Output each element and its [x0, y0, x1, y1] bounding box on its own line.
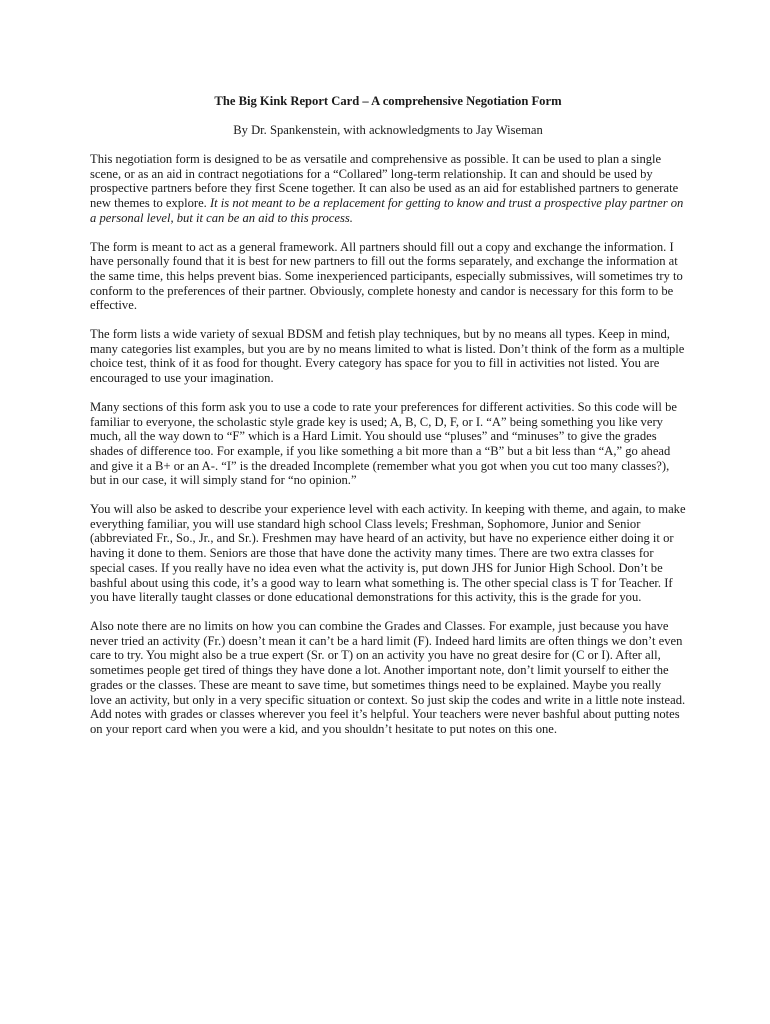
paragraph-intro-italic: It is not meant to be a replacement for getting to know and trust a prospective play partner on a personal level, but it can be an aid to this process. [90, 196, 684, 225]
paragraph-grade-code-text: Many sections of this form ask you to use a code to rate your preferences for different activities. So this code will be familiar to everyone, the scholastic style grade key is used; A, B, C, D, F, or I. “A” being something you like very much, all the way down to “F” which is a Hard Limit. You should use “pluses” and “minuses” to give the grades shades of difference too. For example, if you like something a bit more than a “B” but a bit less than “A,” go ahead and give it a B+ or an A-. “I” is the dreaded Incomplete (remember what you got when you cut too many classes?), but in our case, it will simply stand for “no opinion.” [90, 399, 677, 488]
paragraph-framework [90, 240, 686, 314]
paragraph-framework-text: The form is meant to act as a general framework. All partners should fill out a copy and exchange the information. I have personally found that it is best for new partners to fill out the forms separately, and exchange the information at the same time, this helps prevent bias. Some inexperienced participants, especially submissives, will sometimes try to conform to the preferences of their partner. Obviously, complete honesty and candor is necessary for this form to be effective. [90, 239, 683, 313]
paragraph-techniques [90, 327, 686, 386]
paragraph-class-levels-text: You will also be asked to describe your experience level with each activity. In keeping with theme, and again, to make everything familiar, you will use standard high school Class levels; Freshman, Sophomore, Junior and Senior (abbreviated Fr., So., Jr., and Sr.). Freshmen may have heard of an activity, but have no experience either doing it or having it done to them. Seniors are those that have done the activity many times. There are two extra classes for special cases. If you really have no idea even what the activity is, put down JHS for Junior High School. Don’t be bashful about using this code, it’s a good way to learn what something is. The other special class is T for Teacher. If you have literally taught classes or done educational demonstrations for this activity, this is the grade for you. [90, 502, 686, 605]
paragraph-combinations [90, 619, 686, 737]
document-byline: By Dr. Spankenstein, with acknowledgments to Jay Wiseman [233, 123, 543, 137]
paragraph-intro-text: This negotiation form is designed to be as versatile and comprehensive as possible. It can be used to plan a single scene, or as an aid in contract negotiations for a “Collared” long-term relationship. It can and should be used by prospective partners before they first Scene together. It can also be used as an aid for established partners to generate new themes to explore. [90, 152, 679, 211]
paragraph-class-levels [90, 502, 686, 605]
document-page [90, 94, 686, 737]
paragraph-combinations-text: Also note there are no limits on how you can combine the Grades and Classes. For example, just because you have never tried an activity (Fr.) doesn’t mean it can’t be a hard limit (F). Indeed hard limits are often things we don’t even care to try. You might also be a true expert (Sr. or T) on an activity you have no great desire for (C or I). After all, sometimes people get tired of things they have done a lot. Another important note, don’t limit yourself to either the grades or the classes. These are meant to save time, but sometimes things need to be explained. Maybe you really love an activity, but only in a very specific situation or context. So just skip the codes and write in a little note instead. Add notes with grades or classes wherever you feel it’s helpful. Your teachers were never bashful about putting notes on your report card when you were a kid, and you shouldn’t hesitate to put notes on this one. [90, 618, 686, 736]
paragraph-techniques-text: The form lists a wide variety of sexual BDSM and fetish play techniques, but by no means all types. Keep in mind, many categories list examples, but you are by no means limited to what is listed. Don’t think of the form as a multiple choice test, think of it as food for thought. Every category has space for you to fill in activities not listed. You are encouraged to use your imagination. [90, 327, 685, 386]
paragraph-intro [90, 152, 686, 226]
document-title: The Big Kink Report Card – A comprehensive Negotiation Form [214, 94, 562, 108]
paragraph-grade-code [90, 400, 686, 488]
